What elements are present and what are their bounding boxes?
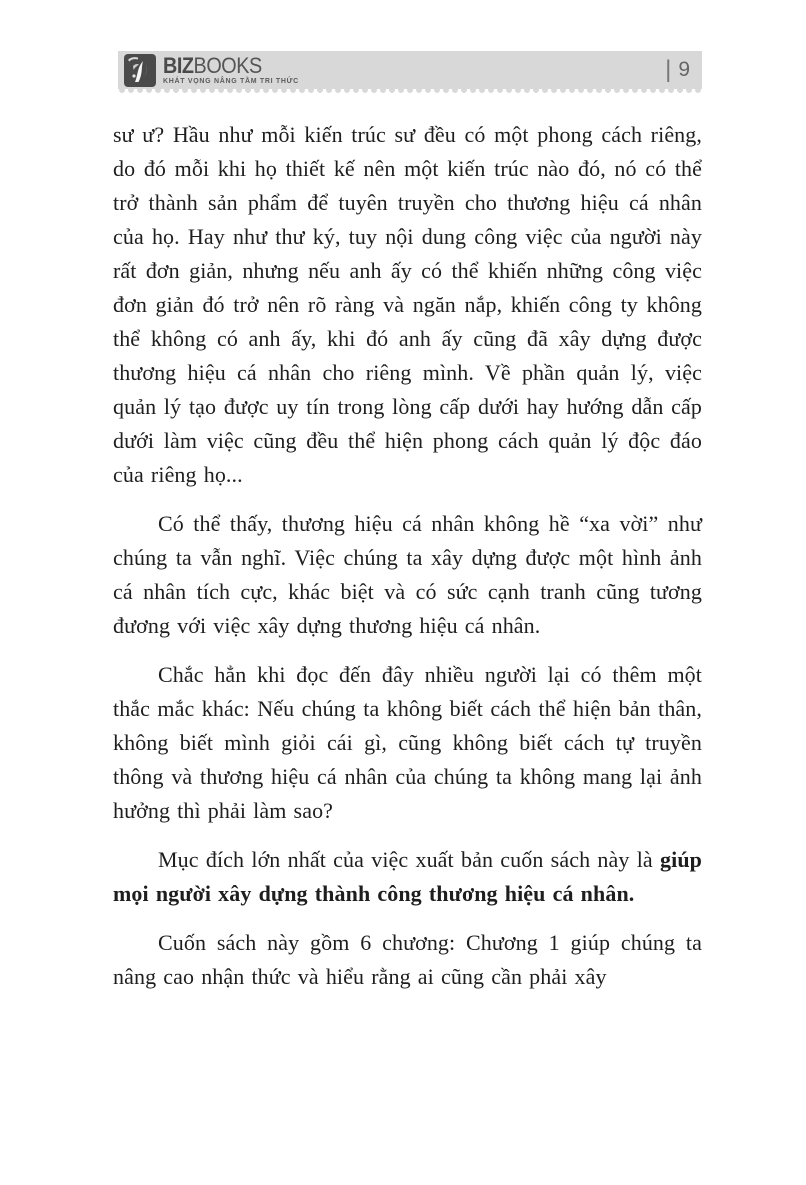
header-perforated-edge	[118, 89, 702, 95]
brand-name-biz: BIZ	[163, 52, 194, 78]
paragraph	[113, 507, 702, 643]
page-number	[665, 58, 690, 82]
bold-emphasis-text: giúp mọi người xây dựng thành công thương hiệu cá nhân.	[113, 847, 702, 906]
paragraph	[113, 843, 702, 911]
paragraph	[113, 926, 702, 994]
page-body-text	[113, 118, 702, 1009]
brand-block	[163, 52, 299, 85]
paragraph-text: sư ư? Hầu như mỗi kiến trúc sư đều có một phong cách riêng, do đó mỗi khi họ thiết kế nên một kiến trúc nào đó, nó có thể trở thành sản phẩm để tuyên truyền cho thương hiệu cá nhân của họ. Hay như thư ký, tuy nội dung công việc của người này rất đơn giản, nhưng nếu anh ấy có thể khiến những công việc đơn giản đó trở nên rõ ràng và ngăn nắp, khiến công ty không thể không có anh ấy, khi đó anh ấy cũng đã xây dựng được thương hiệu cá nhân cho riêng mình. Về phần quản lý, việc quản lý tạo được uy tín trong lòng cấp dưới hay hướng dẫn cấp dưới làm việc cũng đều thể hiện phong cách quản lý độc đáo của riêng họ...	[113, 122, 702, 487]
paragraph	[113, 658, 702, 828]
paragraph	[113, 118, 702, 492]
bizbooks-logo-icon	[124, 54, 156, 87]
brand-tagline: KHÁT VỌNG NÂNG TẦM TRI THỨC	[163, 77, 299, 85]
page-number-value: 9	[678, 58, 690, 81]
page-number-separator: |	[665, 56, 672, 83]
header-bar	[118, 51, 702, 89]
paragraph-text: Cuốn sách này gồm 6 chương: Chương 1 giúp chúng ta nâng cao nhận thức và hiểu rằng ai cũng cần phải xây	[113, 930, 702, 989]
brand-name	[163, 52, 285, 78]
paragraph-text: Mục đích lớn nhất của việc xuất bản cuốn sách này là	[158, 847, 661, 872]
brand-name-books: BOOKS	[193, 52, 262, 78]
paragraph-text: Có thể thấy, thương hiệu cá nhân không hề “xa vời” như chúng ta vẫn nghĩ. Việc chúng ta xây dựng được một hình ảnh cá nhân tích cực, khác biệt và có sức cạnh tranh cũng tương đương với việc xây dựng thương hiệu cá nhân.	[113, 511, 702, 638]
paragraph-text: Chắc hẳn khi đọc đến đây nhiều người lại có thêm một thắc mắc khác: Nếu chúng ta không biết cách thể hiện bản thân, không biết mình giỏi cái gì, cũng không biết cách tự truyền thông và thương hiệu cá nhân của chúng ta không mang lại ảnh hưởng thì phải làm sao?	[113, 662, 702, 823]
